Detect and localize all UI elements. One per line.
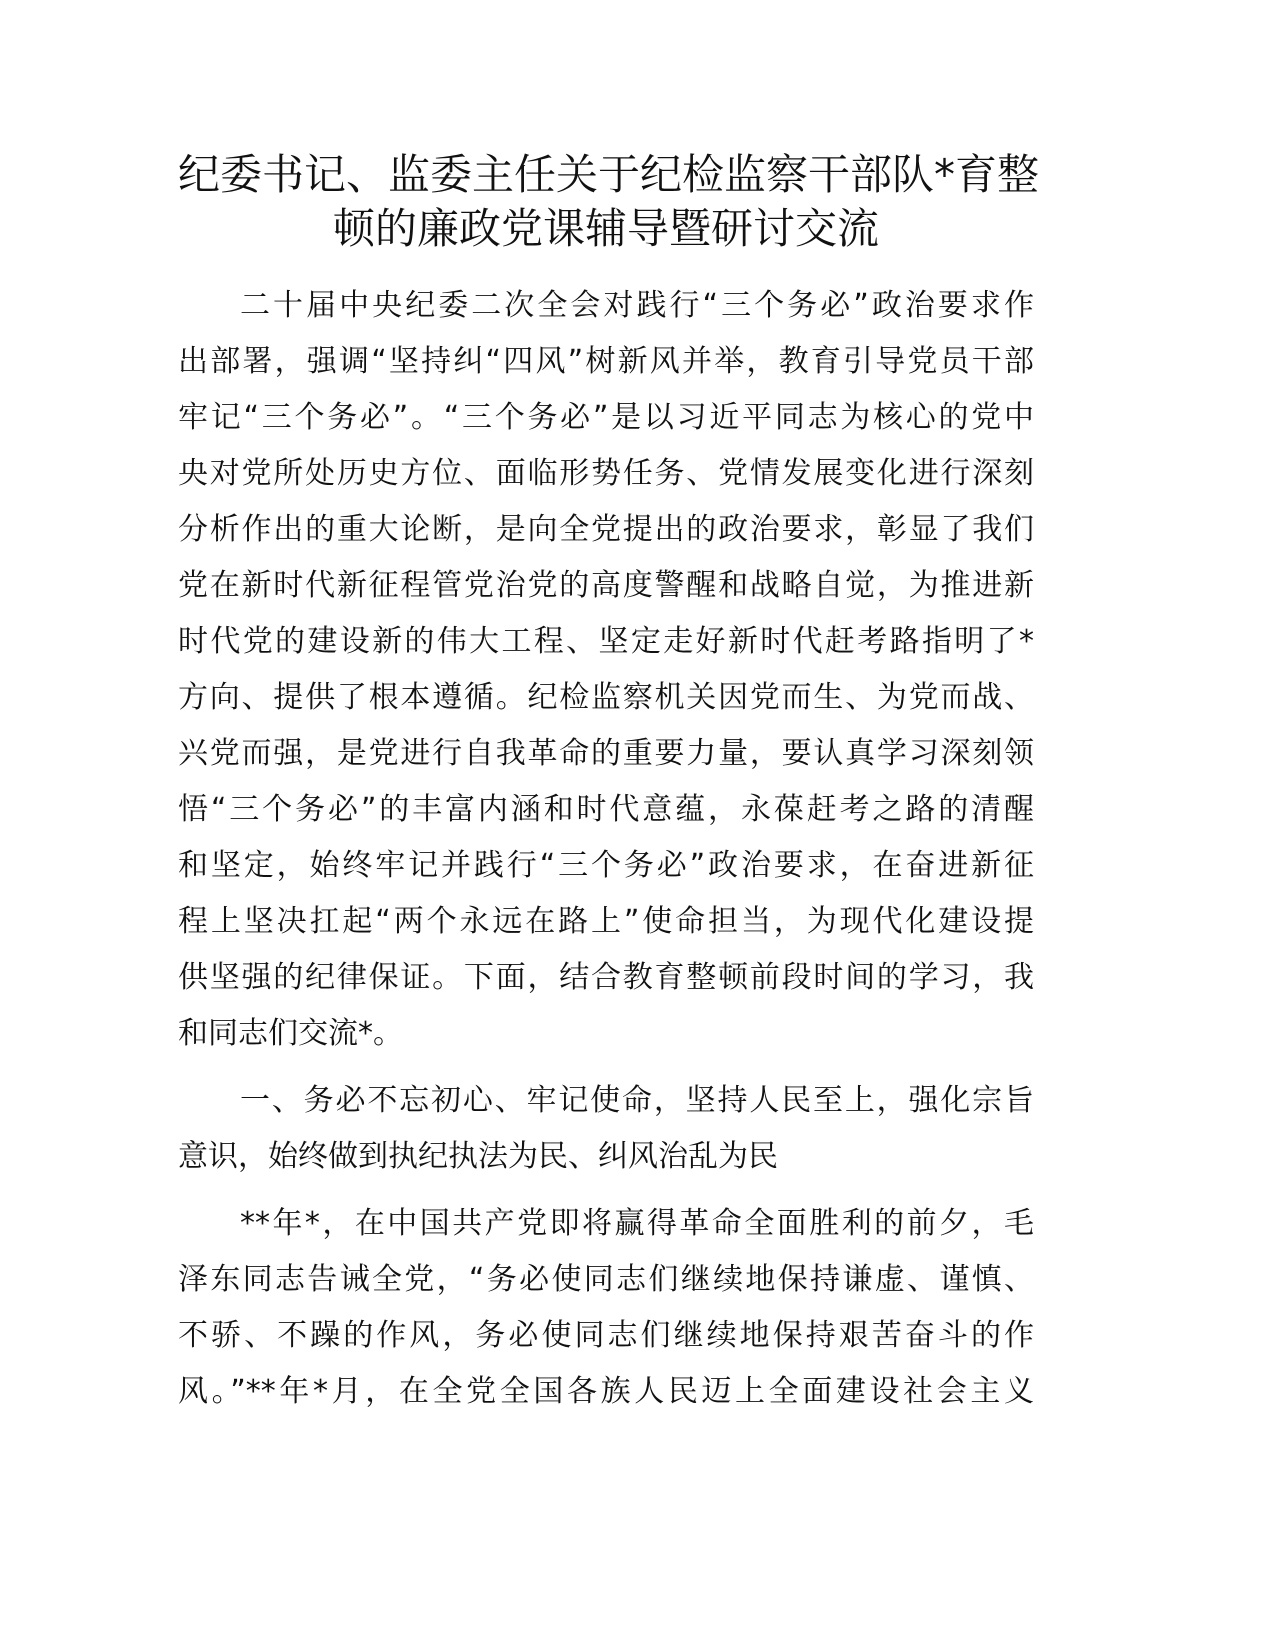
text-line: 和坚定，始终牢记并践行“三个务必”政治要求，在奋进新征 — [178, 848, 1034, 883]
text-line: 和同志们交流*。 — [178, 1016, 403, 1051]
title-line: 纪委书记、监委主任关于纪检监察干部队*育整 — [178, 150, 1040, 199]
text-line: 程上坚决扛起“两个永远在路上”使命担当，为现代化建设提 — [178, 904, 1034, 939]
document-title — [178, 148, 1040, 256]
text-line: 二十届中央纪委二次全会对践行“三个务必”政治要求作 — [240, 288, 1034, 323]
section-heading-1 — [178, 1073, 1034, 1185]
text-line: 风。”**年*月，在全党全国各族人民迈上全面建设社会主义 — [178, 1374, 1034, 1409]
text-line: **年*，在中国共产党即将赢得革命全面胜利的前夕，毛 — [240, 1206, 1034, 1241]
paragraph-body — [178, 1196, 1034, 1420]
text-line: 牢记“三个务必”。“三个务必”是以习近平同志为核心的党中 — [178, 400, 1034, 435]
text-line: 兴党而强，是党进行自我革命的重要力量，要认真学习深刻领 — [178, 736, 1034, 771]
text-line: 意识，始终做到执纪执法为民、纠风治乱为民 — [178, 1139, 778, 1174]
text-line: 分析作出的重大论断，是向全党提出的政治要求，彰显了我们 — [178, 512, 1034, 547]
text-line: 泽东同志告诫全党，“务必使同志们继续地保持谦虚、谨慎、 — [178, 1262, 1034, 1297]
paragraph-intro — [178, 278, 1034, 1062]
title-line: 顿的廉政党课辅导暨研讨交流 — [332, 204, 879, 253]
text-line: 不骄、不躁的作风，务必使同志们继续地保持艰苦奋斗的作 — [178, 1318, 1034, 1353]
text-line: 悟“三个务必”的丰富内涵和时代意蕴，永葆赶考之路的清醒 — [178, 792, 1034, 827]
text-line: 供坚强的纪律保证。下面，结合教育整顿前段时间的学习，我 — [178, 960, 1034, 995]
document-page — [178, 148, 1040, 1420]
text-line: 方向、提供了根本遵循。纪检监察机关因党而生、为党而战、 — [178, 680, 1034, 715]
text-line: 出部署，强调“坚持纠“四风”树新风并举，教育引导党员干部 — [178, 344, 1034, 379]
text-line: 时代党的建设新的伟大工程、坚定走好新时代赶考路指明了* — [178, 624, 1034, 659]
text-line: 一、务必不忘初心、牢记使命，坚持人民至上，强化宗旨 — [240, 1083, 1034, 1118]
text-line: 党在新时代新征程管党治党的高度警醒和战略自觉，为推进新 — [178, 568, 1034, 603]
text-line: 央对党所处历史方位、面临形势任务、党情发展变化进行深刻 — [178, 456, 1034, 491]
